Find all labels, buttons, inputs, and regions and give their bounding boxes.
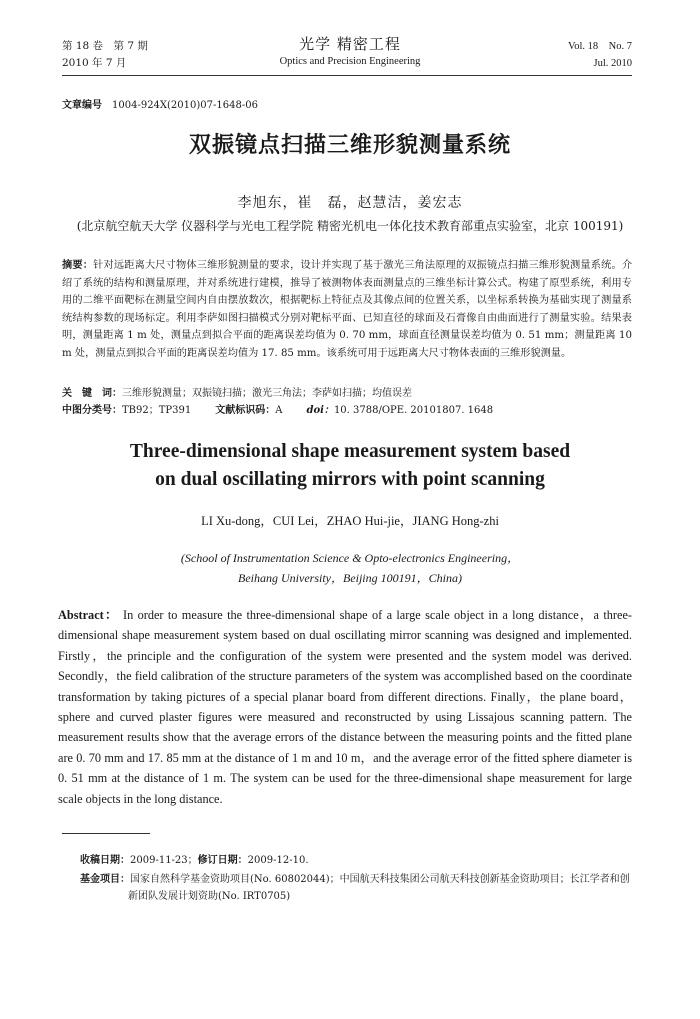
abstract-en-label: Abstract： xyxy=(58,608,119,622)
journal-name-cn: 光学 精密工程 xyxy=(299,35,401,53)
date-en: Jul. 2010 xyxy=(593,58,632,69)
abstract-cn-text: 针对远距离大尺寸物体三维形貌测量的要求，设计并实现了基于激光三角法原理的双振镜点扫描三维形貌测量系统。介绍了系统的结构和测量原理，并对系统进行建模，推导了被测物体表面测量点的三维坐标计算公式。构建了原型系统，利用专用的二维平面靶标在测量空间内自由摆放数次，根据靶标上特征点及其像点间的位置关系，以坐标系转换为基础实现了测量系统结构参数的现场标定。利用李萨如图扫描模式分别对靶标平面、已知直径的球面及石膏像自由曲面进行了测量实验。结果表明，测量距离 1 m 处，测量点到拟合平面的距离误差均值为 0. 70 mm，球面直径测量误差均值为 0. 51 mm；测量距离 10 m 处，测量点到拟合平面的距离误差均值为 17. 85 mm。该系统可用于远距离大尺寸物体表面的三维形貌测量。 xyxy=(62,260,633,359)
doc-code-value: A xyxy=(275,405,283,416)
affiliation-en xyxy=(0,548,700,588)
keywords-cn-text: 三维形貌测量；双振镜扫描；激光三角法；李萨如扫描；均值误差 xyxy=(122,388,412,399)
header-left xyxy=(62,38,148,72)
received-label: 收稿日期： xyxy=(80,855,130,866)
classification-line xyxy=(62,402,632,419)
abstract-en xyxy=(58,605,632,809)
footnote-rule xyxy=(62,833,150,834)
affiliation-en-line1: (School of Instrumentation Science & Opto-electronics Engineering， xyxy=(180,551,520,565)
title-cn: 双振镜点扫描三维形貌测量系统 xyxy=(188,133,511,158)
footnote-dates xyxy=(80,852,632,869)
revised-label: 修订日期： xyxy=(197,855,248,866)
affiliation-cn: (北京航空航天大学 仪器科学与光电工程学院 精密光机电一体化技术教育部重点实验室，北京 100191) xyxy=(76,219,624,233)
volume-issue-en: Vol. 18 No. 7 xyxy=(568,41,632,52)
title-en-line2: on dual oscillating mirrors with point scanning xyxy=(155,469,545,490)
title-en xyxy=(0,438,700,494)
journal-name-en: Optics and Precision Engineering xyxy=(279,56,421,67)
article-number xyxy=(62,96,258,111)
fund-label: 基金项目： xyxy=(80,874,130,885)
footnote-funding xyxy=(80,871,632,905)
date-cn: 2010 年 7 月 xyxy=(62,57,127,69)
header-center xyxy=(200,34,500,70)
clc-label: 中图分类号： xyxy=(62,405,122,416)
keywords-cn-label: 关 键 词： xyxy=(62,388,122,399)
doi-label: doi： xyxy=(306,405,334,416)
authors-en: LI Xu-dong，CUI Lei，ZHAO Hui-jie，JIANG Hong-zhi xyxy=(201,514,499,528)
article-number-label: 文章编号 xyxy=(62,100,102,111)
authors-cn: 李旭东，崔 磊，赵慧洁，姜宏志 xyxy=(237,195,463,211)
doc-code-label: 文献标识码： xyxy=(215,405,276,416)
article-number-value: 1004-924X(2010)07-1648-06 xyxy=(112,100,258,111)
header-rule xyxy=(62,75,632,76)
clc-value: TB92；TP391 xyxy=(122,405,192,416)
fund-text: 国家自然科学基金资助项目(No. 60802044)；中国航天科技集团公司航天科技创新基金资助项目；长江学者和创新团队发展计划资助(No. IRT0705) xyxy=(128,874,630,902)
affiliation-en-line2: Beihang University，Beijing 100191，China) xyxy=(238,571,462,585)
abstract-cn-label: 摘要： xyxy=(62,259,94,271)
received-date: 2009-11-23； xyxy=(130,855,198,866)
title-en-line1: Three-dimensional shape measurement system based xyxy=(129,441,571,462)
keywords-cn xyxy=(62,385,632,402)
header-right xyxy=(568,38,632,72)
abstract-cn xyxy=(62,257,632,363)
revised-date: 2009-12-10. xyxy=(247,855,309,866)
doi-value: 10. 3788/OPE. 20101807. 1648 xyxy=(333,405,494,416)
abstract-en-text: In order to measure the three-dimensional shape of a large scale object in a long distance，a three-dimensional shape measurement system based on dual oscillating mirror scanning was designed and implemented. Firstly，the principle and the configuration of the system were presented and the system model was derived. Secondly，the field calibration of the structure parameters of the system was accomplished based on the coordinate transformation by taking pictures of a special planar board from different directions. Finally，the plane board，sphere and curved plaster figures were measured and reconstructed by using Lissajous scanning pattern. The measurement results show that the average errors of the distance between the measuring points and the fitted plane are 0. 70 mm and 17. 85 mm at the distance of 1 m and 10 m，and the average error of the fitted sphere diameter is 0. 51 mm at the distance of 1 m. The system can be used for the three-dimensional shape measurement for large scale objects in the long distance. xyxy=(58,608,632,806)
volume-issue-cn: 第 18 卷 第 7 期 xyxy=(62,40,148,52)
